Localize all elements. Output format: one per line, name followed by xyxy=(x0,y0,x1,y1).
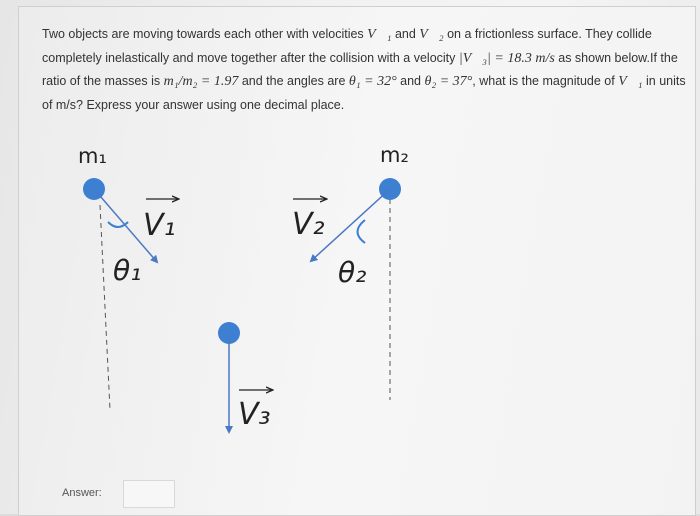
mass2-label: m₂ xyxy=(380,143,409,167)
velocity2-label: V₂ xyxy=(292,207,325,242)
answer-label: Answer: xyxy=(62,487,102,499)
velocity1-label: V₁ xyxy=(143,208,176,243)
math-v1-again: V⃗₁ xyxy=(618,74,643,89)
question-part: in units of m/s? Express your answer using one decimal place. xyxy=(42,74,686,112)
mass1-label: m₁ xyxy=(78,144,107,168)
question-part: Two objects are moving towards each other with velocities xyxy=(42,27,368,41)
question-part: and xyxy=(396,74,425,88)
question-part: on a frictionless surface. They collide completely inelastically and move together after the collision with a velocity xyxy=(42,27,652,65)
question-part: and the angles are xyxy=(238,74,349,88)
velocity3-label: V₃ xyxy=(238,397,271,432)
theta1-label: θ₁ xyxy=(113,254,142,287)
math-v3-magnitude: |V⃗₃| = 18.3 m/s xyxy=(458,50,555,66)
angle1-arc xyxy=(108,222,128,227)
question-part: , what is the magnitude of xyxy=(472,74,619,88)
answer-input[interactable] xyxy=(123,480,175,508)
theta2-label: θ₂ xyxy=(338,256,367,289)
angle2-arc xyxy=(358,220,366,243)
question-part: and xyxy=(391,27,420,41)
reference-line-left xyxy=(100,205,110,410)
math-v2: V⃗₂ xyxy=(419,27,444,42)
math-theta1: θ₁ = 32° xyxy=(348,74,397,89)
math-mass-ratio: m₁/m₂ = 1.97 xyxy=(163,74,239,89)
question-part: as shown below.If the ratio of the masses is xyxy=(42,50,678,88)
math-v1: V⃗₁ xyxy=(367,27,392,42)
math-theta2: θ₂ = 37° xyxy=(424,74,473,89)
